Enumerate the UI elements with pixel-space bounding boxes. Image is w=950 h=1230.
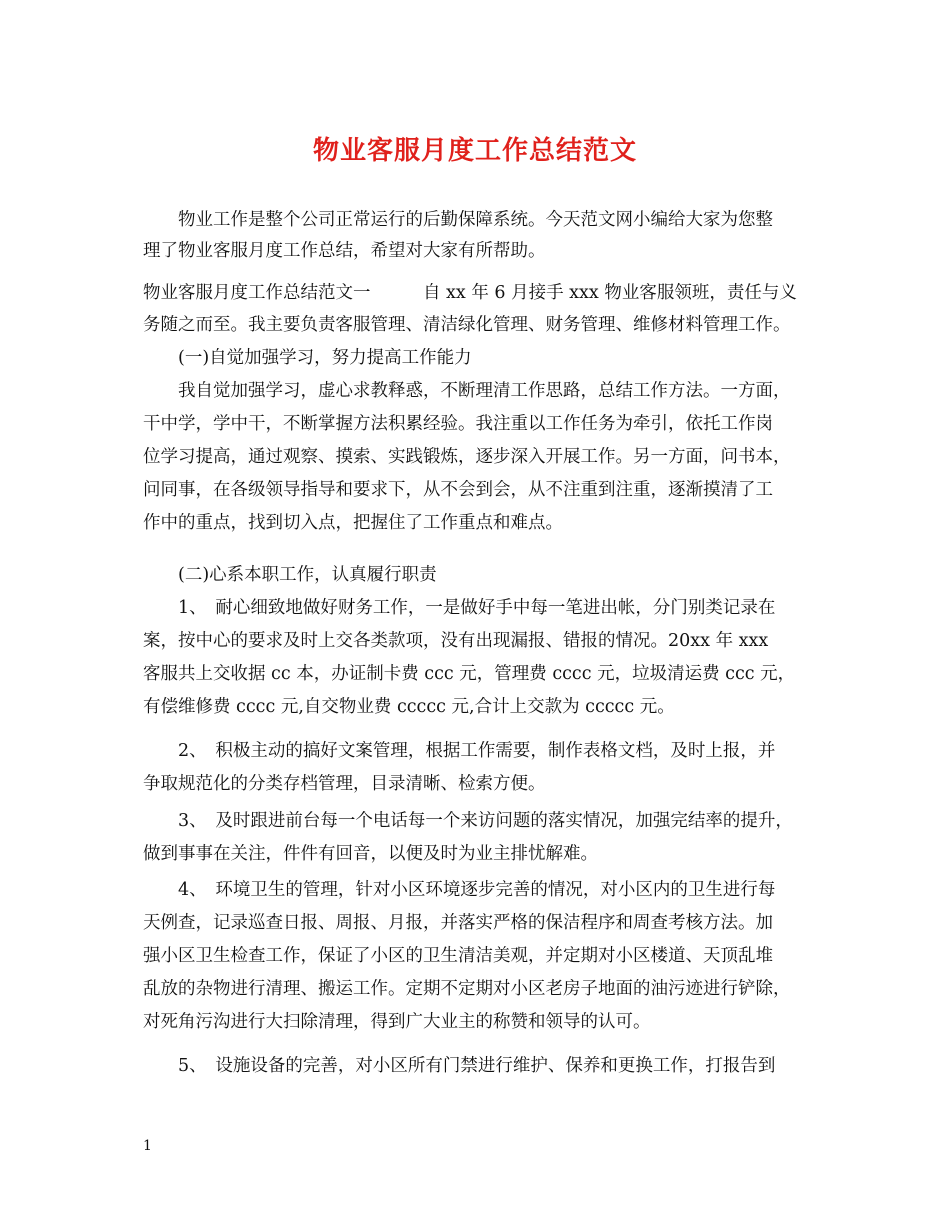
paragraph-line: 案，按中心的要求及时上交各类款项，没有出现漏报、错报的情况。20xx 年 xxx	[143, 631, 769, 651]
paragraph-line: 1、 耐心细致地做好财务工作，一是做好手中每一笔进出帐，分门别类记录在	[178, 598, 776, 618]
paragraph-line: 2、 积极主动的搞好文案管理，根据工作需要，制作表格文档，及时上报，并	[178, 741, 776, 761]
paragraph-line: 做到事事在关注，件件有回音，以便及时为业主排忧解难。	[143, 844, 598, 864]
paragraph-line: 对死角污沟进行大扫除清理，得到广大业主的称赞和领导的认可。	[143, 1012, 651, 1032]
paragraph-line: 3、 及时跟进前台每一个电话每一个来访问题的落实情况，加强完结率的提升，	[178, 811, 793, 831]
paragraph-line: 争取规范化的分类存档管理，目录清晰、检索方便。	[143, 774, 546, 794]
paragraph-line: 物业客服月度工作总结范文一 自 xx 年 6 月接手 xxx 物业客服领班，责任与义	[143, 283, 797, 303]
section-heading: (二)心系本职工作，认真履行职责	[178, 565, 437, 585]
section-heading: (一)自觉加强学习，努力提高工作能力	[178, 348, 472, 368]
paragraph-line: 物业工作是整个公司正常运行的后勤保障系统。今天范文网小编给大家为您整	[178, 210, 773, 230]
page-number: 1	[143, 1138, 152, 1154]
paragraph-line: 客服共上交收据 cc 本，办证制卡费 ccc 元，管理费 cccc 元，垃圾清运费 ccc 元，	[143, 664, 796, 684]
paragraph-line: 5、 设施设备的完善，对小区所有门禁进行维护、保养和更换工作，打报告到	[178, 1056, 776, 1076]
paragraph-line: 4、 环境卫生的管理，针对小区环境逐步完善的情况，对小区内的卫生进行每	[178, 880, 776, 900]
paragraph-line: 干中学，学中干，不断掌握方法积累经验。我注重以工作任务为牵引，依托工作岗	[143, 414, 773, 434]
paragraph-line: 我自觉加强学习，虚心求教释惑，不断理清工作思路，总结工作方法。一方面，	[178, 381, 791, 401]
paragraph-line: 有偿维修费 cccc 元,自交物业费 ccccc 元,合计上交款为 ccccc 元。	[143, 697, 675, 717]
paragraph-line: 问同事，在各级领导指导和要求下，从不会到会，从不注重到注重，逐渐摸清了工	[143, 480, 773, 500]
paragraph-line: 作中的重点，找到切入点，把握住了工作重点和难点。	[143, 513, 563, 533]
paragraph-line: 天例查，记录巡查日报、周报、月报，并落实严格的保洁程序和周查考核方法。加	[143, 913, 773, 933]
paragraph-line: 强小区卫生检查工作，保证了小区的卫生清洁美观，并定期对小区楼道、天顶乱堆	[143, 946, 773, 966]
paragraph-line: 乱放的杂物进行清理、搬运工作。定期不定期对小区老房子地面的油污迹进行铲除，	[143, 979, 791, 999]
paragraph-line: 理了物业客服月度工作总结，希望对大家有所帮助。	[143, 241, 546, 261]
paragraph-line: 位学习提高，通过观察、摸索、实践锻炼，逐步深入开展工作。另一方面，问书本，	[143, 447, 791, 467]
document-title: 物业客服月度工作总结范文	[312, 136, 637, 166]
paragraph-line: 务随之而至。我主要负责客服管理、清洁绿化管理、财务管理、维修材料管理工作。	[143, 315, 791, 335]
